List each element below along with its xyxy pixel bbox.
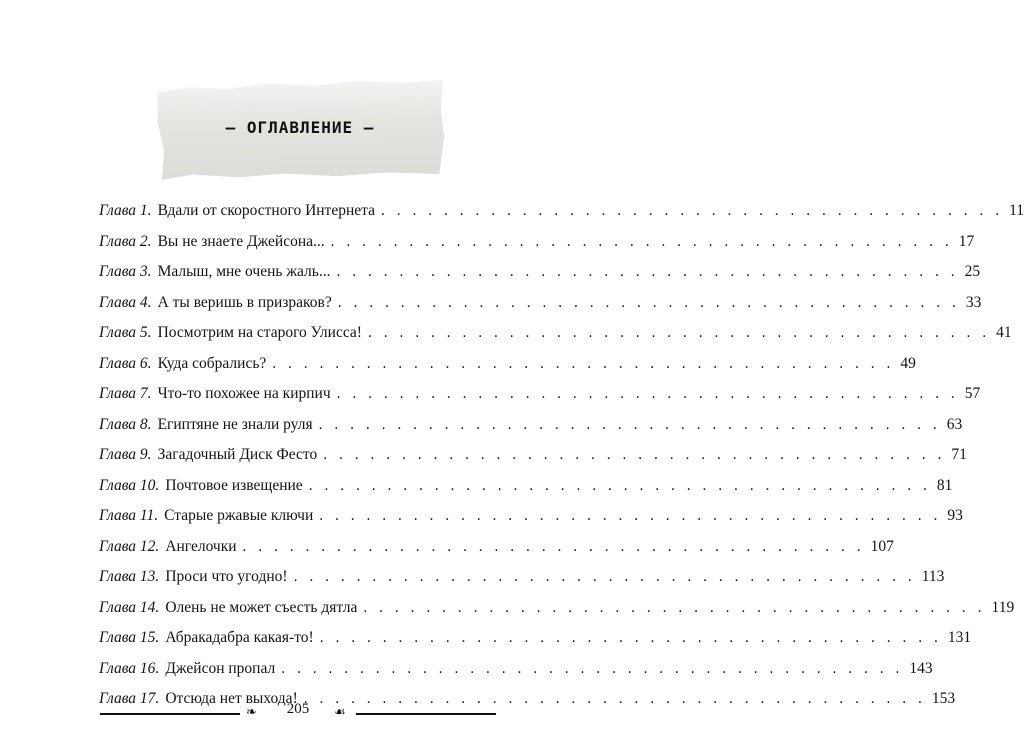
toc-dot-leader: . . . . . . . . . . . . . . . . . . . . . . . . . . . . . . . . . . . . . . . . bbox=[272, 354, 895, 372]
toc-page-number: 143 bbox=[909, 659, 933, 677]
toc-chapter-label: Глава 9. bbox=[99, 446, 152, 463]
toc-entry bbox=[99, 324, 1012, 355]
toc-dot-leader: . . . . . . . . . . . . . . . . . . . . . . . . . . . . . . . . . . . . . . . . bbox=[380, 202, 1004, 219]
page-title: – ОГЛАВЛЕНИЕ – bbox=[225, 118, 375, 137]
toc-entry bbox=[99, 232, 975, 264]
toc-chapter-title: Куда собрались? bbox=[157, 354, 267, 372]
toc-dot-leader: . . . . . . . . . . . . . . . . . . . . . . . . . . . . . . . . . . . . . . . . bbox=[319, 629, 942, 646]
toc-chapter-title: Египтяне не знали руля bbox=[157, 415, 313, 433]
toc-entry bbox=[99, 598, 1015, 630]
toc-page-number: 119 bbox=[991, 598, 1015, 616]
toc-entry bbox=[99, 476, 953, 508]
toc-page-number: 153 bbox=[931, 690, 956, 707]
toc-dot-leader: . . . . . . . . . . . . . . . . . . . . . . . . . . . . . . . . . . . . . . . . bbox=[337, 293, 960, 311]
toc-entry bbox=[99, 507, 963, 538]
toc-chapter-title: Олень не может съесть дятла bbox=[165, 598, 358, 616]
toc-chapter-label: Глава 12. bbox=[99, 537, 160, 555]
toc-chapter-title: Абракадабра какая-то! bbox=[165, 629, 314, 646]
toc-chapter-label: Глава 16. bbox=[99, 659, 160, 677]
toc-page-number: 113 bbox=[921, 568, 945, 585]
toc-entry bbox=[99, 354, 916, 386]
toc-chapter-label: Глава 5. bbox=[99, 324, 152, 341]
toc-page-number: 11 bbox=[1009, 202, 1024, 219]
toc-page-number: 33 bbox=[965, 293, 982, 311]
toc-chapter-title: Старые ржавые ключи bbox=[164, 507, 314, 524]
toc-entry bbox=[99, 415, 963, 447]
toc-entry bbox=[99, 293, 982, 325]
toc-chapter-label: Глава 6. bbox=[99, 354, 152, 372]
ornament-right-icon: ☙ bbox=[334, 704, 346, 719]
toc-chapter-title: Посмотрим на старого Улисса! bbox=[157, 324, 362, 341]
toc-chapter-title: Проси что угодно! bbox=[165, 568, 288, 585]
ornament-left-icon: ❧ bbox=[246, 704, 257, 719]
toc-chapter-label: Глава 13. bbox=[99, 568, 160, 585]
toc-page-number: 131 bbox=[947, 629, 972, 646]
toc-page-number: 25 bbox=[964, 263, 981, 280]
toc-chapter-title: Вдали от скоростного Интернета bbox=[157, 202, 375, 219]
toc-page-number: 107 bbox=[870, 537, 894, 555]
toc-entry bbox=[99, 629, 972, 660]
toc-dot-leader: . . . . . . . . . . . . . . . . . . . . . . . . . . . . . . . . . . . . . . . . bbox=[363, 598, 986, 616]
toc-dot-leader: . . . . . . . . . . . . . . . . . . . . . . . . . . . . . . . . . . . . . . . . bbox=[293, 568, 916, 585]
footer-rule-left bbox=[100, 713, 240, 715]
toc-dot-leader: . . . . . . . . . . . . . . . . . . . . . . . . . . . . . . . . . . . . . . . . bbox=[303, 690, 926, 707]
toc-entry bbox=[99, 568, 945, 599]
toc-page-number: 93 bbox=[947, 507, 963, 524]
toc-dot-leader: . . . . . . . . . . . . . . . . . . . . . . . . . . . . . . . . . . . . . . . . bbox=[281, 659, 904, 677]
toc-chapter-title: Вы не знаете Джейсона... bbox=[157, 232, 325, 250]
toc-dot-leader: . . . . . . . . . . . . . . . . . . . . . . . . . . . . . . . . . . . . . . . . bbox=[336, 263, 959, 280]
toc-dot-leader: . . . . . . . . . . . . . . . . . . . . . . . . . . . . . . . . . . . . . . . . bbox=[242, 537, 865, 555]
toc-page-number: 63 bbox=[946, 415, 963, 433]
toc-chapter-title: Что-то похожее на кирпич bbox=[157, 385, 331, 402]
toc-page-number: 81 bbox=[936, 476, 953, 494]
toc-entry bbox=[99, 263, 981, 294]
toc-chapter-title: Джейсон пропал bbox=[165, 659, 276, 677]
toc-dot-leader: . . . . . . . . . . . . . . . . . . . . . . . . . . . . . . . . . . . . . . . . bbox=[330, 232, 953, 250]
toc-chapter-label: Глава 17. bbox=[99, 690, 160, 707]
toc-page-number: 71 bbox=[951, 446, 967, 463]
toc-entry bbox=[99, 446, 967, 477]
toc-entry bbox=[99, 537, 894, 569]
toc-chapter-label: Глава 7. bbox=[99, 385, 152, 402]
toc-page-number: 57 bbox=[964, 385, 981, 402]
toc-chapter-title: Малыш, мне очень жаль... bbox=[157, 263, 331, 280]
toc-chapter-label: Глава 11. bbox=[99, 507, 159, 524]
toc-chapter-label: Глава 2. bbox=[99, 232, 152, 250]
toc-chapter-title: Загадочный Диск Фесто bbox=[157, 446, 318, 463]
toc-page-number: 17 bbox=[958, 232, 975, 250]
toc-chapter-title: Ангелочки bbox=[165, 537, 237, 555]
toc-chapter-title: Отсюда нет выхода! bbox=[165, 690, 298, 707]
toc-entry bbox=[99, 659, 933, 691]
toc-chapter-title: А ты веришь в призраков? bbox=[157, 293, 332, 311]
toc-chapter-label: Глава 8. bbox=[99, 415, 152, 433]
toc-dot-leader: . . . . . . . . . . . . . . . . . . . . . . . . . . . . . . . . . . . . . . . . bbox=[308, 476, 931, 494]
toc-chapter-label: Глава 1. bbox=[99, 202, 152, 219]
toc-chapter-label: Глава 14. bbox=[99, 598, 160, 616]
toc-entry bbox=[99, 202, 1024, 233]
toc-chapter-title: Почтовое извещение bbox=[165, 476, 303, 494]
toc-chapter-label: Глава 15. bbox=[99, 629, 160, 646]
toc-chapter-label: Глава 3. bbox=[99, 263, 152, 280]
toc-page-number: 49 bbox=[900, 354, 916, 372]
footer-rule-right bbox=[356, 713, 496, 715]
toc-dot-leader: . . . . . . . . . . . . . . . . . . . . . . . . . . . . . . . . . . . . . . . . bbox=[319, 507, 942, 524]
toc-chapter-label: Глава 10. bbox=[99, 476, 160, 494]
toc-chapter-label: Глава 4. bbox=[99, 293, 152, 311]
page-footer bbox=[100, 698, 496, 728]
page-number: 205 bbox=[286, 701, 310, 717]
toc-dot-leader: . . . . . . . . . . . . . . . . . . . . . . . . . . . . . . . . . . . . . . . . bbox=[336, 385, 959, 402]
toc-page-number: 41 bbox=[996, 324, 1012, 341]
table-of-contents bbox=[99, 202, 1024, 721]
toc-entry bbox=[99, 385, 981, 416]
toc-dot-leader: . . . . . . . . . . . . . . . . . . . . . . . . . . . . . . . . . . . . . . . . bbox=[323, 446, 946, 463]
toc-dot-leader: . . . . . . . . . . . . . . . . . . . . . . . . . . . . . . . . . . . . . . . . bbox=[318, 415, 941, 433]
toc-dot-leader: . . . . . . . . . . . . . . . . . . . . . . . . . . . . . . . . . . . . . . . . bbox=[367, 324, 991, 341]
